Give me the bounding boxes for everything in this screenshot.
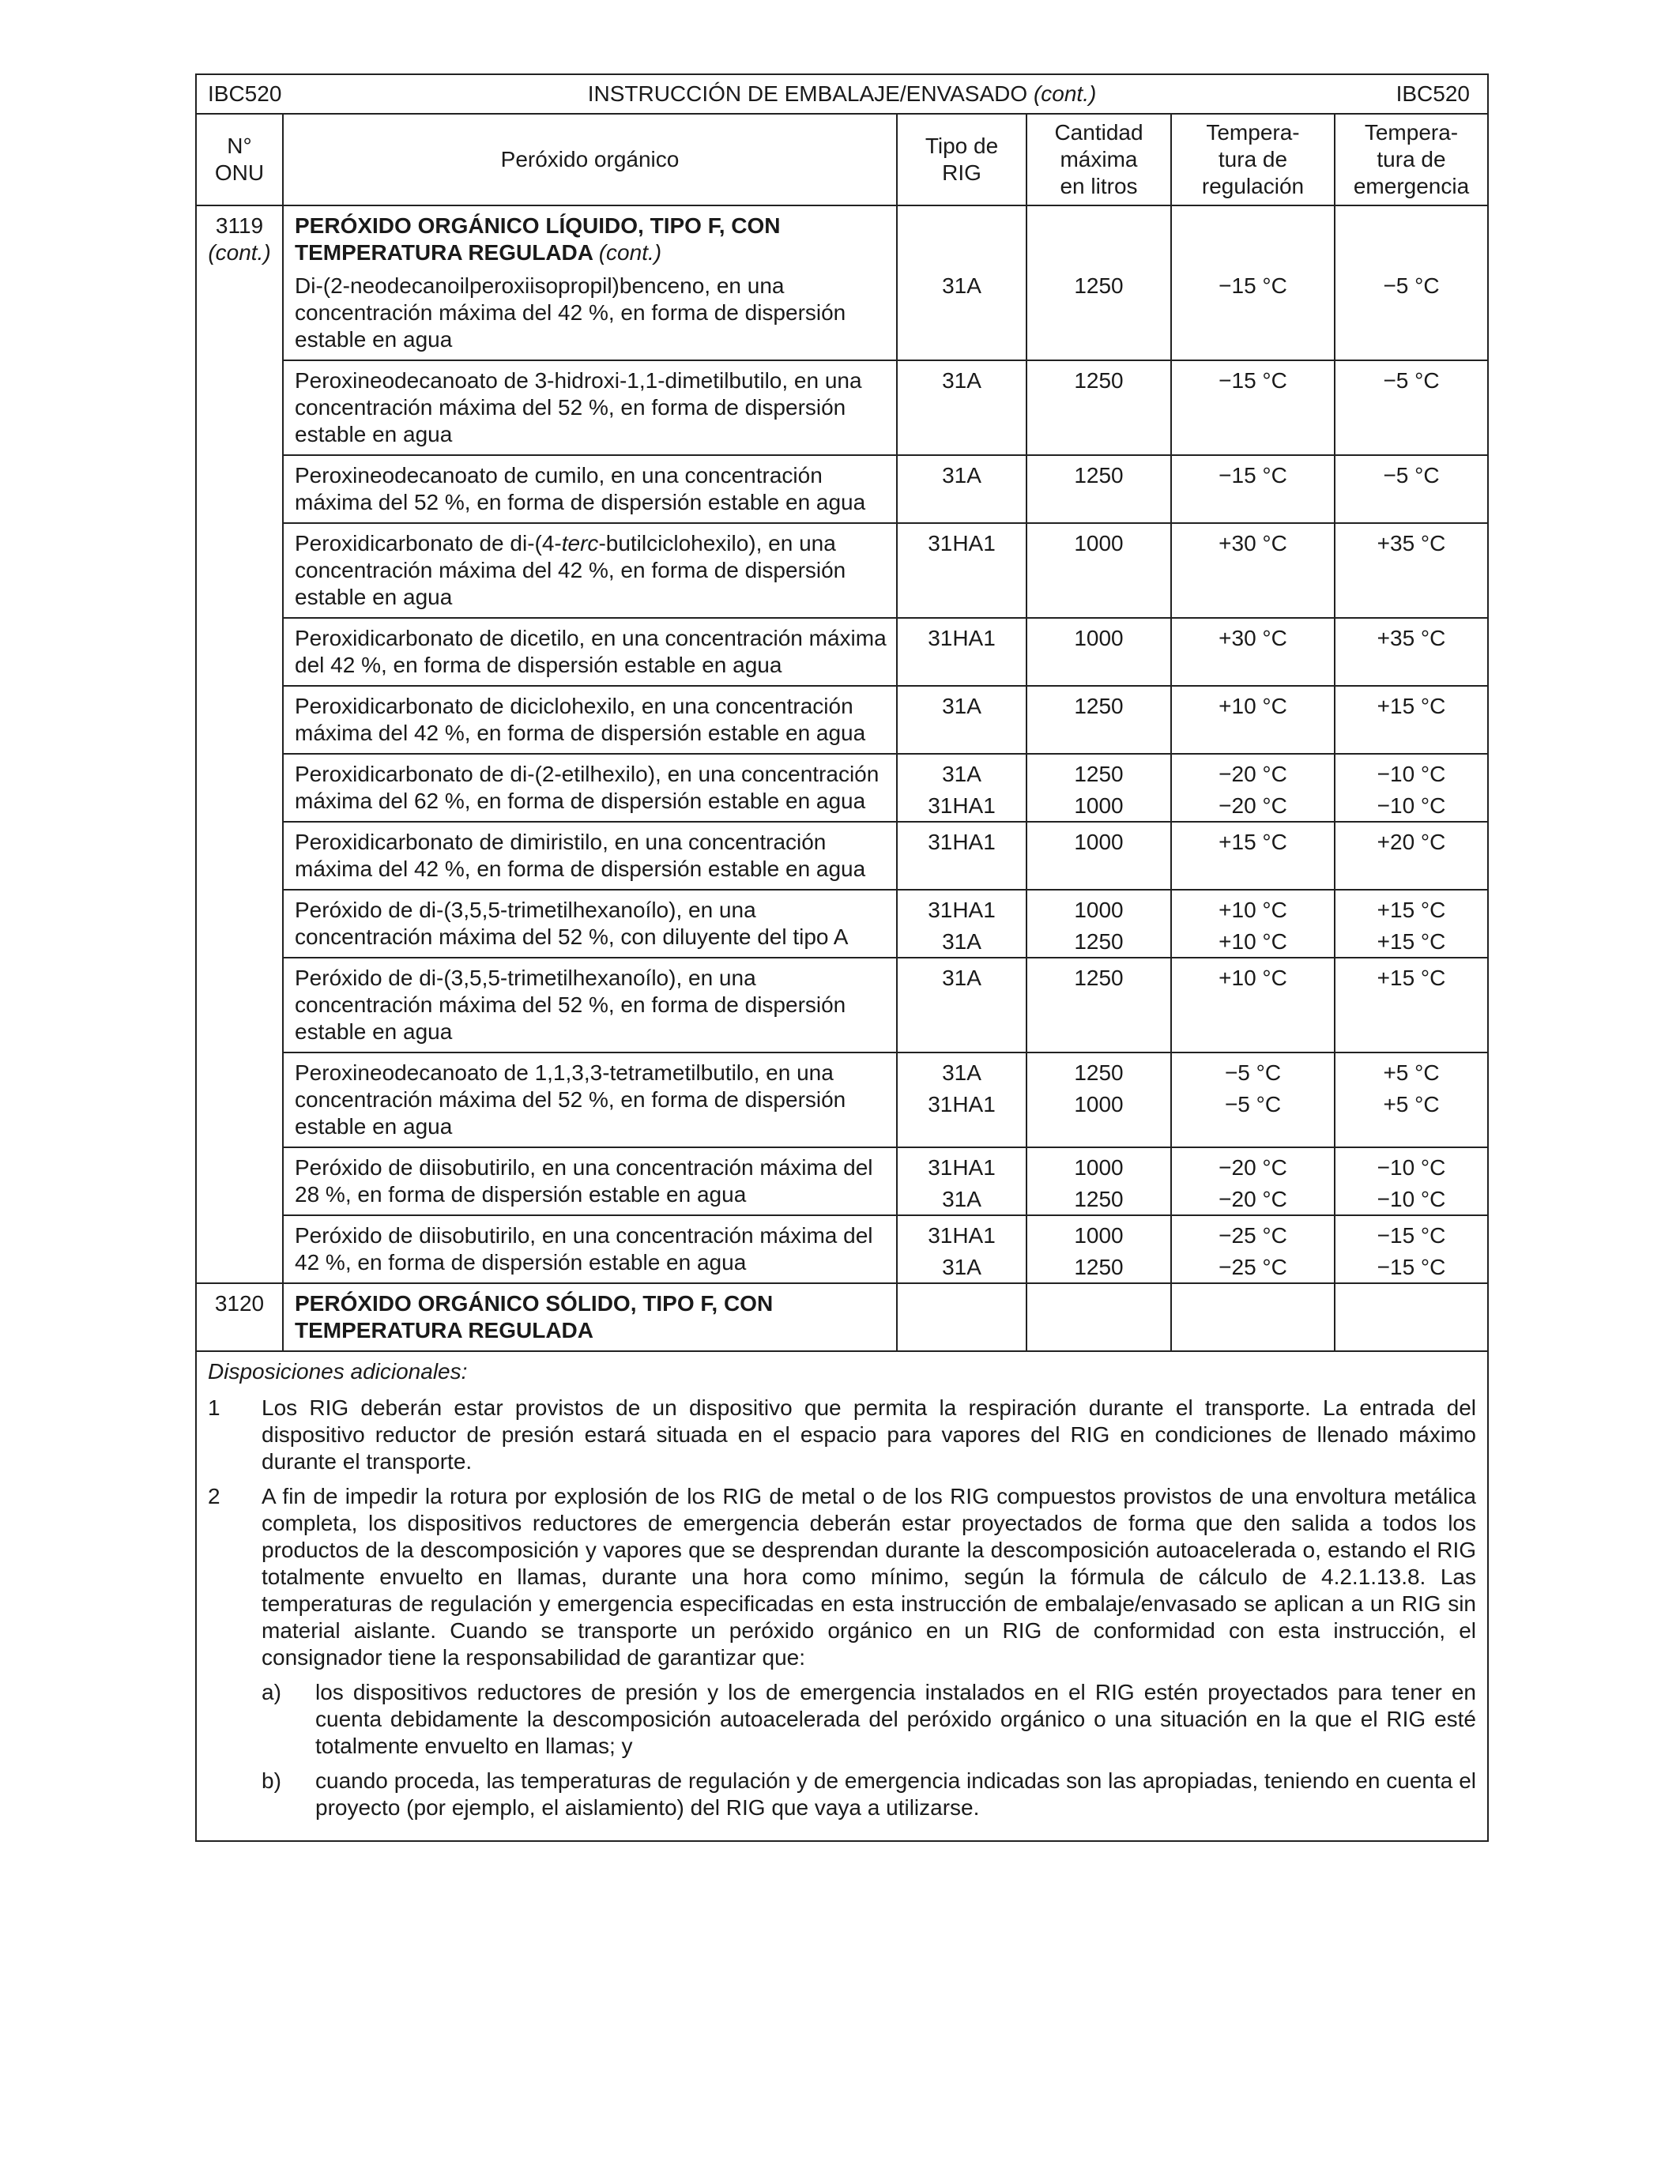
onu-number-3119: 3119 [215,213,264,238]
regulation-temperature: −15 °C [1171,266,1335,360]
regulation-temperature: +30 °C [1171,523,1335,618]
peroxide-name: Peroxineodecanoato de 1,1,3,3-tetrametilbutilo, en una concentración máxima del 52 %, en forma de dispersión estable en agua [283,1052,897,1147]
peroxide-name: Peroxidicarbonato de dicetilo, en una concentración máxima del 42 %, en forma de dispersión estable en agua [283,618,897,686]
provision-subitem-b: b) cuando proceda, las temperaturas de regulación y de emergencia indicadas son las apropiadas, teniendo en cuenta el proyecto (por ejemplo, el aislamiento) del RIG que vaya a utilizarse. [262,1768,1476,1820]
provision-subitem-a: a) los dispositivos reductores de presión y los de emergencia instalados en el RIG estén proyectados para tener en cuenta debidamente la descomposición autoacelerada del peróxido orgánico o una situación en la que el RIG esté totalmente envuelto en llamas; y [262,1680,1476,1758]
peroxide-name: Peróxido de diisobutirilo, en una concentración máxima del 28 %, en forma de dispersión estable en agua [283,1147,897,1215]
rig-type: 31HA1 31A [897,1215,1026,1283]
rig-type: 31A [897,360,1026,455]
peroxide-name: Di-(2-neodecanoilperoxiisopropil)benceno, en una concentración máxima del 42 %, en forma de dispersión estable en agua [283,266,897,360]
rig-type: 31HA1 31A [897,1147,1026,1215]
emergency-temperature: −15 °C −15 °C [1335,1215,1487,1283]
emergency-temperature: +15 °C [1335,958,1487,1052]
provision-item-1: 1 Los RIG deberán estar provistos de un dispositivo que permita la respiración durante el transporte. La entrada del dispositivo reductor de presión estará situada en el espacio para vapores del RIG en condiciones de llenado máximo durante el transporte. [208,1395,1476,1474]
col-header-qty: Cantidad máxima en litros [1026,115,1171,205]
emergency-temperature: +35 °C [1335,618,1487,686]
provision-item-2: 2 A fin de impedir la rotura por explosión de los RIG de metal o de los RIG compuestos provistos de una envoltura metálica completa, los dispositivos reductores de emergencia deberán estar proyectados de forma que den salida a todos los productos de la descomposición y vapores que se desprendan durante la descomposición autoacelerada o, estando el RIG totalmente envuelto en llamas, durante una hora como mínimo, según la fórmula de cálculo de 4.2.1.13.8. Las temperaturas de regulación y emergencia especificadas en esta instrucción de embalaje/envasado se aplican a un RIG sin material aislante. Cuando se transporte un peróxido orgánico en un RIG de conformidad con esta instrucción, el consignador tiene la responsabilidad de garantizar que: a) los dispositivos reductores de presión y los de emergencia instalados en el RIG estén proyectados para tener en cuenta debidamente la descomposición autoacelerada del peróxido orgánico o una situación en la que el RIG esté totalmente envuelto en llamas; y b) cuando proceda, las temperaturas de regulación y de emergencia indicadas son las apropiadas, teniendo en cuenta el proyecto (por ejemplo, el aislamiento) del RIG que vaya a utilizarse. [208,1484,1476,1820]
table-row [197,1147,1487,1215]
max-quantity: 1000 1250 [1026,1215,1171,1283]
onu-cell-3119 [197,205,283,1283]
col-header-onu: N° ONU [197,115,283,205]
regulation-temperature: +30 °C [1171,618,1335,686]
peroxide-table [197,115,1487,1350]
col-header-rig: Tipo de RIG [897,115,1026,205]
regulation-temperature: −15 °C [1171,360,1335,455]
rig-type: 31HA1 [897,618,1026,686]
section-title-row-3119 [197,205,1487,266]
rig-type: 31HA1 [897,523,1026,618]
max-quantity: 1250 [1026,686,1171,754]
max-quantity: 1250 1000 [1026,1052,1171,1147]
regulation-temperature: +10 °C [1171,686,1335,754]
header-title [197,75,1487,113]
table-row [197,618,1487,686]
peroxide-name: Peróxido de di-(3,5,5-trimetilhexanoílo), en una concentración máxima del 52 %, en forma de dispersión estable en agua [283,958,897,1052]
max-quantity: 1000 1250 [1026,890,1171,958]
max-quantity: 1000 [1026,523,1171,618]
col-header-temp-emergency: Tempera- tura de emergencia [1335,115,1487,205]
peroxide-name: Peroxidicarbonato de di-(4-terc-butilciclohexilo), en una concentración máxima del 42 %, en forma de dispersión estable en agua [283,523,897,618]
table-row [197,754,1487,822]
header-title-text: INSTRUCCIÓN DE EMBALAJE/ENVASADO [587,81,1028,106]
max-quantity: 1000 [1026,618,1171,686]
emergency-temperature: −5 °C [1335,266,1487,360]
col-header-temp-regulation: Tempera- tura de regulación [1171,115,1335,205]
peroxide-name: Peroxidicarbonato de diciclohexilo, en una concentración máxima del 42 %, en forma de dispersión estable en agua [283,686,897,754]
header-code-left: IBC520 [208,81,282,106]
table-row [197,1215,1487,1283]
peroxide-name: Peroxidicarbonato de di-(2-etilhexilo), en una concentración máxima del 62 %, en forma de dispersión estable en agua [283,754,897,822]
packing-instruction-table [195,73,1489,1842]
max-quantity: 1250 [1026,958,1171,1052]
rig-type: 31A [897,455,1026,523]
section-title-3120: PERÓXIDO ORGÁNICO SÓLIDO, TIPO F, CON TEMPERATURA REGULADA [283,1283,897,1350]
max-quantity: 1250 [1026,266,1171,360]
provisions-title: Disposiciones adicionales: [208,1359,468,1384]
emergency-temperature: −5 °C [1335,360,1487,455]
table-row [197,890,1487,958]
regulation-temperature: +10 °C +10 °C [1171,890,1335,958]
regulation-temperature: −15 °C [1171,455,1335,523]
table-row [197,360,1487,455]
header-code-right: IBC520 [1396,81,1470,106]
col-header-peroxide: Peróxido orgánico [283,115,897,205]
max-quantity: 1000 1250 [1026,1147,1171,1215]
table-header-row [197,115,1487,205]
rig-type: 31HA1 31A [897,890,1026,958]
regulation-temperature: −20 °C −20 °C [1171,1147,1335,1215]
table-row [197,1052,1487,1147]
emergency-temperature: +15 °C [1335,686,1487,754]
additional-provisions [197,1350,1487,1840]
max-quantity: 1250 1000 [1026,754,1171,822]
section-title-3119: PERÓXIDO ORGÁNICO LÍQUIDO, TIPO F, CON TEMPERATURA REGULADA (cont.) [283,205,897,266]
table-row [197,686,1487,754]
emergency-temperature: +20 °C [1335,822,1487,890]
table-row [197,523,1487,618]
section-title-row-3120 [197,1283,1487,1350]
emergency-temperature: −10 °C −10 °C [1335,754,1487,822]
table-row [197,266,1487,360]
max-quantity: 1250 [1026,360,1171,455]
max-quantity: 1000 [1026,822,1171,890]
emergency-temperature: +15 °C +15 °C [1335,890,1487,958]
rig-type: 31A [897,266,1026,360]
regulation-temperature: −25 °C −25 °C [1171,1215,1335,1283]
table-row [197,455,1487,523]
emergency-temperature: −5 °C [1335,455,1487,523]
onu-number-3120: 3120 [197,1283,283,1350]
rig-type: 31HA1 [897,822,1026,890]
regulation-temperature: −20 °C −20 °C [1171,754,1335,822]
emergency-temperature: +35 °C [1335,523,1487,618]
table-row [197,822,1487,890]
regulation-temperature: +10 °C [1171,958,1335,1052]
header-bar [197,75,1487,115]
header-title-suffix: (cont.) [1033,81,1097,106]
peroxide-name: Peroxineodecanoato de cumilo, en una concentración máxima del 52 %, en forma de dispersión estable en agua [283,455,897,523]
table-row [197,958,1487,1052]
onu-note-3119: (cont.) [208,240,271,265]
emergency-temperature: −10 °C −10 °C [1335,1147,1487,1215]
emergency-temperature: +5 °C +5 °C [1335,1052,1487,1147]
regulation-temperature: −5 °C −5 °C [1171,1052,1335,1147]
peroxide-name: Peroxidicarbonato de dimiristilo, en una concentración máxima del 42 %, en forma de dispersión estable en agua [283,822,897,890]
peroxide-name: Peróxido de diisobutirilo, en una concentración máxima del 42 %, en forma de dispersión estable en agua [283,1215,897,1283]
max-quantity: 1250 [1026,455,1171,523]
regulation-temperature: +15 °C [1171,822,1335,890]
peroxide-name: Peróxido de di-(3,5,5-trimetilhexanoílo), en una concentración máxima del 52 %, con diluyente del tipo A [283,890,897,958]
peroxide-name: Peroxineodecanoato de 3-hidroxi-1,1-dimetilbutilo, en una concentración máxima del 52 %, en forma de dispersión estable en agua [283,360,897,455]
rig-type: 31A [897,958,1026,1052]
rig-type: 31A [897,686,1026,754]
rig-type: 31A 31HA1 [897,1052,1026,1147]
rig-type: 31A 31HA1 [897,754,1026,822]
